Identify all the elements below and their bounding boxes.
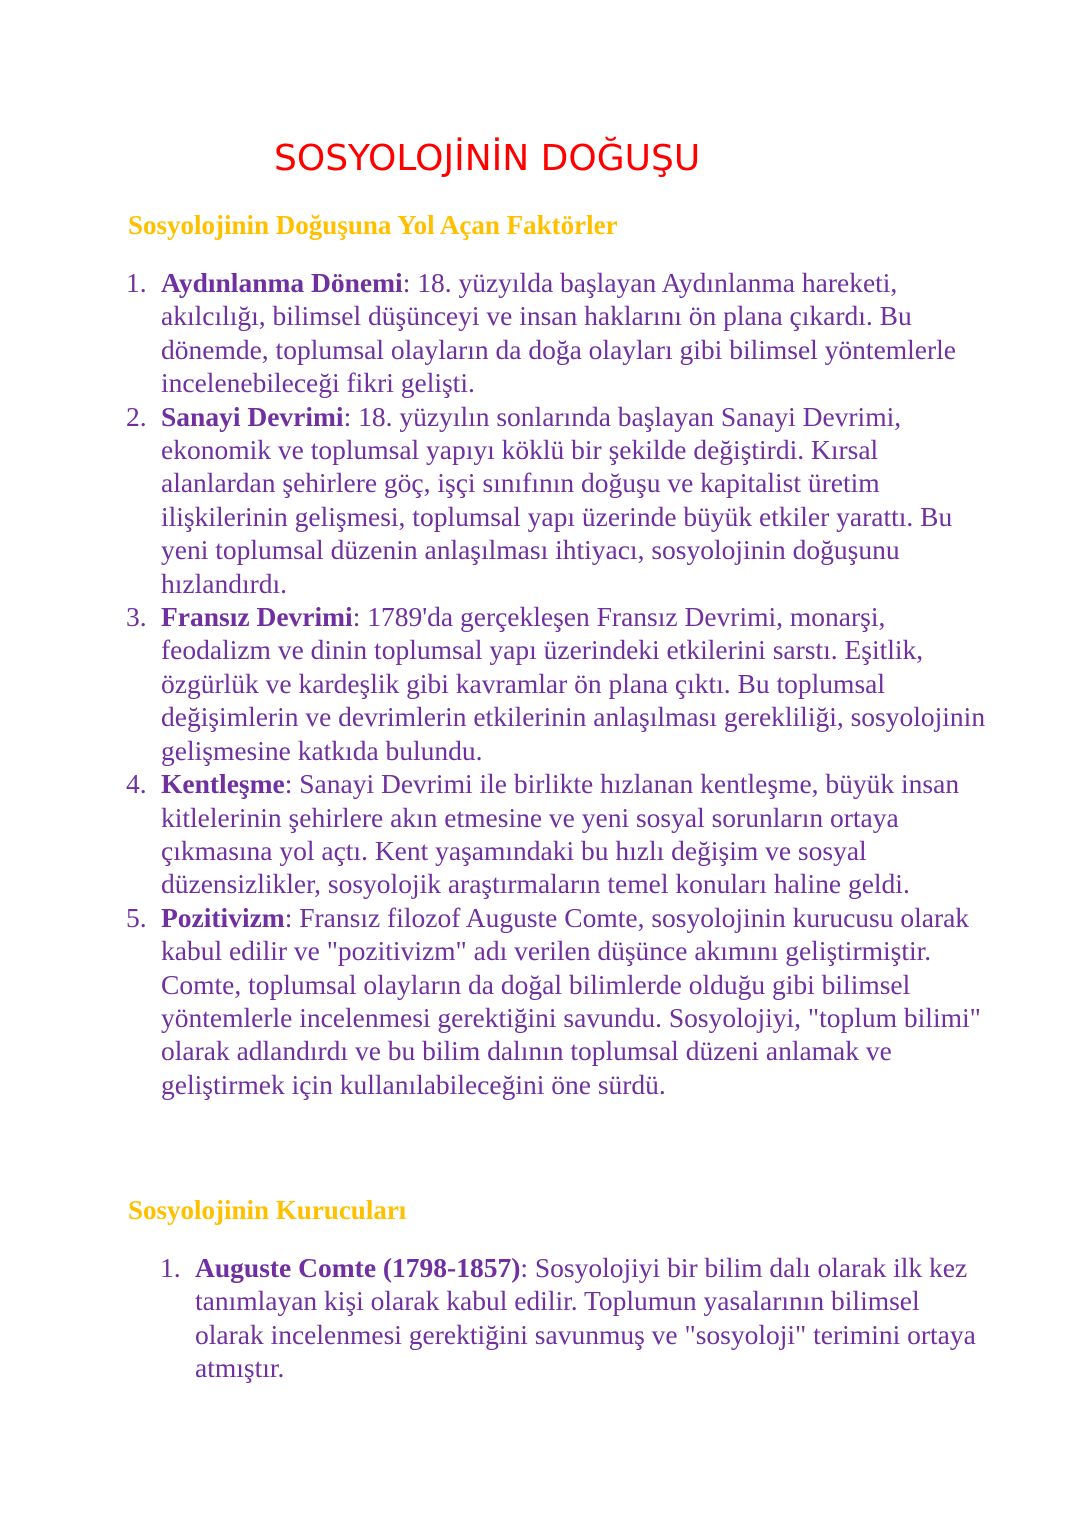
list-item-number: 3. bbox=[126, 601, 147, 633]
list-item-text: : Sosyolojiyi bir bilim dalı olarak ilk kez tanımlayan kişi olarak kabul edilir. Toplumun yasalarının bilimsel olarak incelenmesi gerektiğini savunmuş ve "sosyoloji" terimini ortaya atmıştır. bbox=[195, 1252, 976, 1384]
list-item-text: : Fransız filozof Auguste Comte, sosyolojinin kurucusu olarak kabul edilir ve "pozitivizm" adı verilen düşünce akımını geliştirmiştir. Comte, toplumsal olayların da doğal bilimlerde olduğu gibi bilimsel yöntemlerle incelenmesi gerektiğini savundu. Sosyolojiyi, "toplum bilimi" olarak adlandırdı ve bu bilim dalının toplumsal düzeni anlamak ve geliştirmek için kullanılabileceğini öne sürdü. bbox=[161, 901, 981, 1100]
list-item-number: 1. bbox=[160, 1252, 181, 1283]
list-item bbox=[126, 901, 986, 1101]
list-item-term: Aydınlanma Dönemi bbox=[161, 267, 403, 298]
founders-section-heading: Sosyolojinin Kurucuları bbox=[128, 1195, 407, 1225]
list-item bbox=[126, 600, 986, 767]
list-item-text: : Sanayi Devrimi ile birlikte hızlanan kentleşme, büyük insan kitlelerinin şehirlere akın etmesine ve yeni sosyal sorunların ortaya çıkmasına yol açtı. Kent yaşamındaki bu hızlı değişim ve sosyal düzensizlikler, sosyolojik araştırmaların temel konuları haline geldi. bbox=[161, 768, 960, 900]
list-item-text: : 1789'da gerçekleşen Fransız Devrimi, monarşi, feodalizm ve dinin toplumsal yapı üzerindeki etkilerini sarstı. Eşitlik, özgürlük ve kardeşlik gibi kavramlar ön plana çıktı. Bu toplumsal değişimlerin ve devrimlerin etkilerinin anlaşılması gerekliliği, sosyolojinin gelişmesine katkıda bulundu. bbox=[161, 601, 986, 766]
list-item bbox=[126, 400, 986, 600]
list-item-number: 5. bbox=[126, 901, 147, 933]
list-item-number: 4. bbox=[126, 768, 147, 800]
factors-section-heading: Sosyolojinin Doğuşuna Yol Açan Faktörler bbox=[128, 210, 618, 240]
list-item bbox=[160, 1251, 986, 1385]
list-item-number: 1. bbox=[126, 267, 147, 298]
list-item-text: : 18. yüzyılın sonlarında başlayan Sanayi Devrimi, ekonomik ve toplumsal yapıyı köklü bir şekilde değiştirdi. Kırsal alanlardan şehirlere göç, işçi sınıfının doğuşu ve kapitalist üretim ilişkilerinin gelişmesi, toplumsal yapı üzerinde büyük etkiler yarattı. Bu yeni toplumsal düzenin anlaşılması ihtiyacı, sosyolojinin doğuşunu hızlandırdı. bbox=[161, 400, 953, 599]
list-item-term: Auguste Comte (1798-1857) bbox=[195, 1252, 521, 1283]
founders-list bbox=[160, 1251, 986, 1385]
list-item bbox=[126, 266, 986, 400]
list-item-text: : 18. yüzyılda başlayan Aydınlanma hareketi, akılcılığı, bilimsel düşünceyi ve insan haklarını ön plana çıkardı. Bu dönemde, toplumsal olayların da doğa olayları gibi bilimsel yöntemlerle incelenebileceği fikri gelişti. bbox=[161, 267, 957, 399]
list-item bbox=[126, 767, 986, 901]
list-item-term: Pozitivizm bbox=[161, 901, 285, 933]
factors-list bbox=[126, 266, 986, 1101]
list-item-term: Kentleşme bbox=[161, 768, 285, 800]
list-item-term: Sanayi Devrimi bbox=[161, 400, 344, 432]
list-item-term: Fransız Devrimi bbox=[161, 601, 353, 633]
list-item-number: 2. bbox=[126, 400, 147, 432]
page-title: SOSYOLOJİNİN DOĞUŞU bbox=[274, 138, 701, 179]
